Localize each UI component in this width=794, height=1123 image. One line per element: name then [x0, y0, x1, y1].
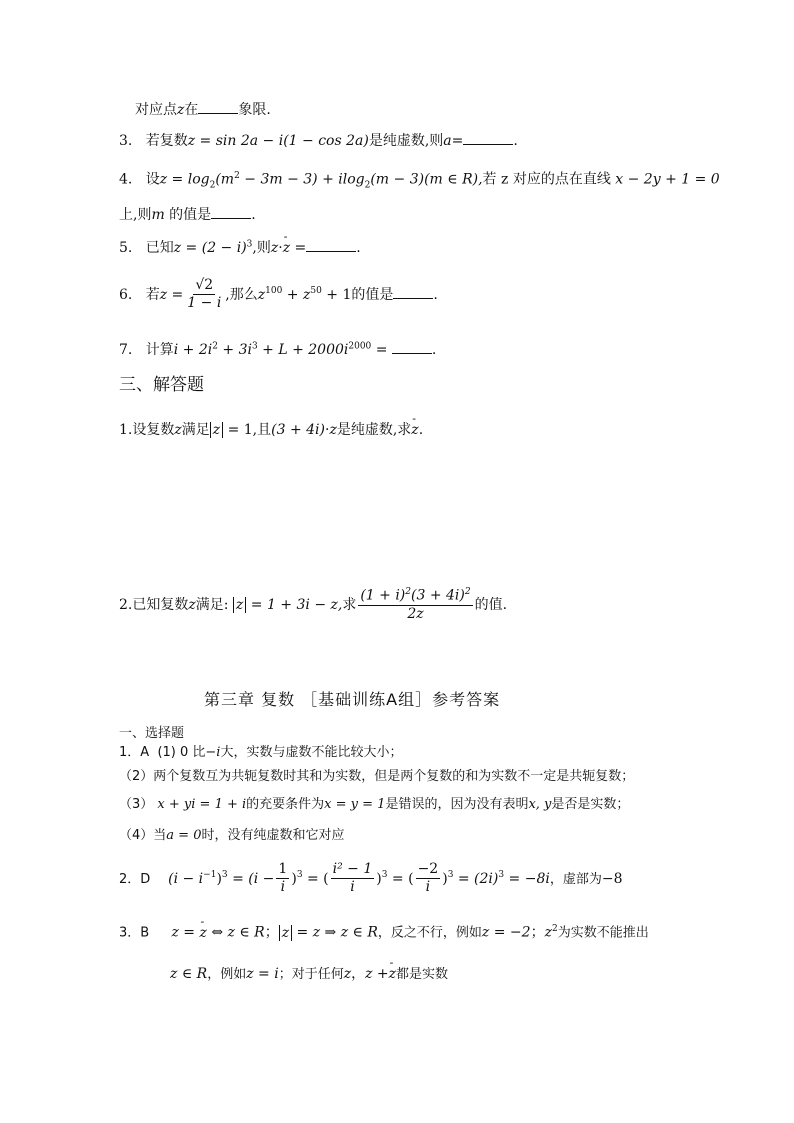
answer-1-part-3: （3） x + yi = 1 + i的充要条件为x = y = 1是错误的，因为没有表明x, y是否是实数；: [119, 797, 630, 812]
problem-2: 2.已知复数z满足: z = 1 + 3i − z,求 $\frac{(1 + i)^2(3 + 4i)^2}{2z}$ 的值.: [119, 587, 508, 623]
fraction: $\frac{√2}{1 - i}$: [187, 277, 222, 312]
problem-1: 1.设复数z满足 z = 1,且(3 + 4i)·z是纯虚数,求- z.: [119, 423, 423, 437]
answer-blank: [463, 132, 513, 145]
answer-3: 3．B z = - z ⇔ z ∈ R； z = z ⇒ z ∈ R，反之不行，例如z = −2；$z^2$为实数不能推出: [119, 925, 649, 940]
answer-1-part-2: （2）两个复数互为共轭复数时其和为实数，但是两个复数的和为实数不一定是共轭复数；: [119, 769, 635, 784]
answer-1-part-4: （4）当a = 0时，没有纯虚数和它对应: [119, 828, 345, 843]
fraction: $\frac{\text{i² − 1}}{i}$: [332, 861, 373, 896]
fraction: $\frac{(1 + i)^2(3 + 4i)^2}{2z}$: [360, 587, 471, 623]
answer-3-cont: z ∈ R，例如z = i；对于任何z，z +- z都是实数: [170, 967, 448, 981]
question-4: 4. 设$z = \log_2(m^2 - 3m - 3) + ilog_2(m - 3)(m$ ∈ R),若 z 对应的点在直线 x − 2y + 1 = 0: [119, 171, 720, 191]
fraction: $\frac{-2}{i}$: [417, 861, 439, 896]
question-4-cont: 上,则m 的值是 .: [119, 207, 256, 223]
question-3: 3. 若复数z = sin 2a − i(1 − cos 2a)是纯虚数,则a= .: [119, 133, 518, 149]
fraction: $\frac{1}{i}$: [278, 861, 288, 896]
answer-blank: [198, 101, 238, 114]
question-2-tail: 对应点z在 象限.: [135, 102, 271, 118]
answer-2: 2．D $(i - i^{-1})^3 = (i$ − $\frac{1}{i}$ )$^3$ = ( $\frac{\text{i² − 1}}{i}$ )$^3$ = ( $\frac{-2}{i}$ )$^3 = (2i)^3 = -8i$，虚部为−8: [119, 861, 623, 896]
question-5: 5. 已知$z = (2 - i)^3$,则z·- z = .: [119, 239, 361, 255]
answer-blank: [392, 341, 432, 354]
question-7: 7. 计算$i + 2i^2 + 3i^3 + L + 2000i^{2000}$ = .: [119, 341, 437, 358]
answer-1: 1．A (1) 0 比−i大，实数与虚数不能比较大小；: [119, 745, 403, 760]
answers-section-1: 一、选择题: [119, 726, 185, 741]
answer-blank: [211, 206, 251, 219]
section-heading-3: 三、解答题: [119, 375, 204, 395]
question-6: 6. 若z = $\frac{√2}{1 - i}$ ,那么$z^{100} + z^{50} + 1$的值是 .: [119, 277, 438, 312]
answers-title: 第三章 复数 ［基础训练A组］参考答案: [204, 690, 501, 709]
answer-blank: [393, 286, 433, 299]
answer-blank: [306, 239, 356, 252]
